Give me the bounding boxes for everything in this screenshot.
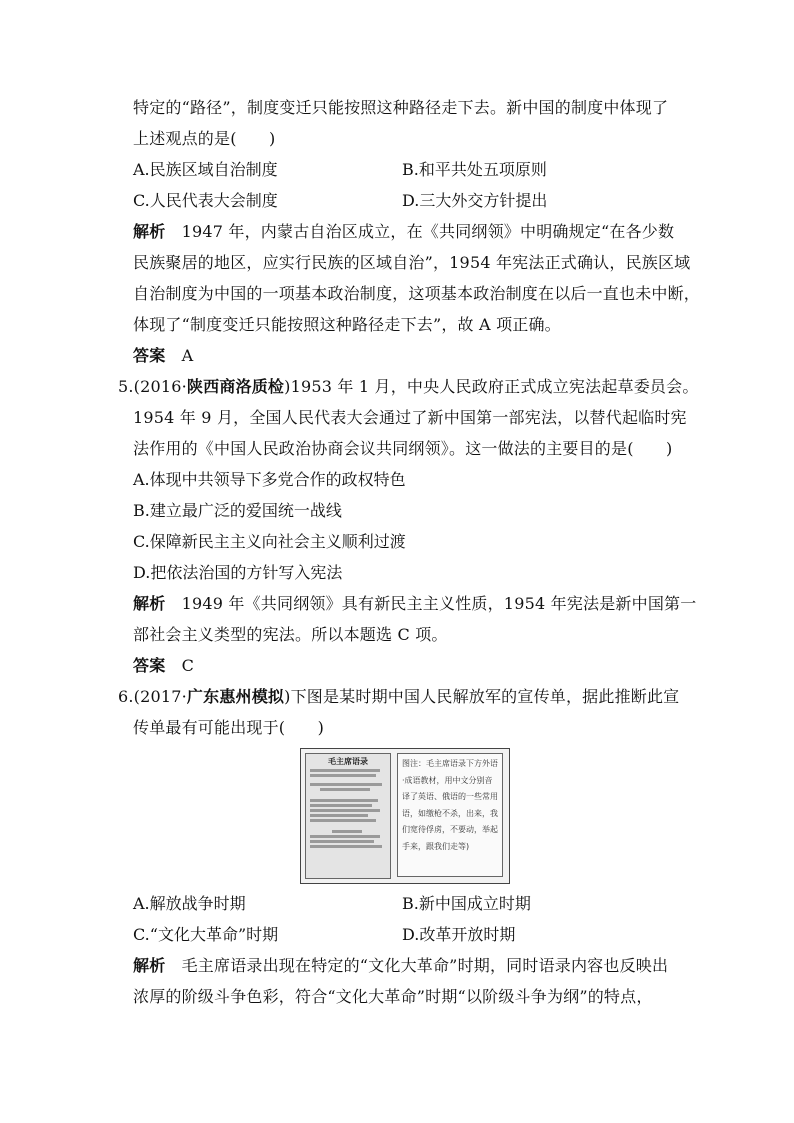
leaflet-title: 毛主席语录 — [328, 757, 368, 766]
q5-answer-value: C — [165, 656, 195, 675]
leaflet-text-line — [310, 819, 376, 822]
q6-option-a: A.解放战争时期 — [133, 894, 246, 913]
q4-analysis-line2: 民族聚居的地区，应实行民族的区域自治”，1954 年宪法正式确认，民族区域 — [133, 253, 691, 272]
q6-stem-line2: 传单最有可能出现于( ) — [133, 718, 325, 737]
q4-stem-line1: 特定的“路径”，制度变迁只能按照这种路径走下去。新中国的制度中体现了 — [133, 98, 669, 117]
leaflet-text-line — [310, 809, 380, 812]
q4-analysis-line4: 体现了“制度变迁只能按照这种路径走下去”，故 A 项正确。 — [133, 315, 561, 334]
q5-source: 陕西商洛质检 — [186, 377, 285, 396]
q4-option-b: B.和平共处五项原则 — [402, 160, 547, 179]
q4-analysis-line3: 自治制度为中国的一项基本政治制度，这项基本政治制度在以后一直也未中断， — [133, 284, 701, 303]
q5-analysis-line1 — [133, 593, 696, 615]
leaflet-text-line — [310, 845, 382, 848]
q5-answer — [133, 655, 194, 677]
q6-analysis-line2: 浓厚的阶级斗争色彩，符合“文化大革命”时期“以阶级斗争为纲”的特点， — [133, 987, 653, 1006]
q6-analysis-label: 解析 — [133, 956, 166, 975]
q4-analysis-line1 — [133, 221, 674, 243]
q5-analysis-text1: 1949 年《共同纲领》具有新民主主义性质，1954 年宪法是新中国第一 — [165, 594, 697, 613]
q5-stem-line3: 法作用的《中国人民政治协商会议共同纲领》。这一做法的主要目的是( ) — [133, 439, 673, 458]
q5-analysis-label: 解析 — [133, 594, 166, 613]
leaflet-text-line — [310, 769, 380, 772]
q5-stem-line2: 1954 年 9 月，全国人民代表大会通过了新中国第一部宪法，以替代起临时宪 — [133, 408, 687, 427]
q4-analysis-text1: 1947 年，内蒙古自治区成立，在《共同纲领》中明确规定“在各少数 — [165, 222, 675, 241]
q5-number: 5.(2016· — [118, 377, 187, 396]
leaflet-text-line — [332, 830, 362, 833]
q6-analysis-line1 — [133, 955, 668, 977]
q5-stem-text: )1953 年 1 月，中央人民政府正式成立宪法起草委员会。 — [284, 377, 699, 396]
leaflet-text-line — [310, 814, 368, 817]
q4-answer-label: 答案 — [133, 346, 166, 365]
leaflet-text-line — [310, 799, 378, 802]
q4-stem-line2: 上述观点的是( ) — [133, 129, 276, 148]
leaflet-text-line — [310, 783, 382, 786]
leaflet-text-line — [310, 840, 374, 843]
q5-option-a: A.体现中共领导下多党合作的政权特色 — [133, 470, 406, 489]
q4-option-c: C.人民代表大会制度 — [133, 191, 278, 210]
leaflet-text-line — [310, 835, 380, 838]
q5-analysis-line2: 部社会主义类型的宪法。所以本题选 C 项。 — [133, 625, 448, 644]
propaganda-leaflet-image — [300, 748, 510, 884]
q6-option-d: D.改革开放时期 — [402, 925, 516, 944]
q6-option-b: B.新中国成立时期 — [402, 894, 531, 913]
q4-answer — [133, 345, 193, 367]
q5-option-d: D.把依法治国的方针写入宪法 — [133, 563, 343, 582]
q6-option-c: C.“文化大革命”时期 — [133, 925, 279, 944]
q4-analysis-label: 解析 — [133, 222, 166, 241]
q4-option-a: A.民族区域自治制度 — [133, 160, 278, 179]
q5-option-c: C.保障新民主主义向社会主义顺利过渡 — [133, 532, 406, 551]
q6-stem-text: )下图是某时期中国人民解放军的宣传单，据此推断此宣 — [284, 687, 680, 706]
leaflet-text-line — [310, 774, 376, 777]
q5-stem-line1 — [118, 376, 699, 398]
q4-option-d: D.三大外交方针提出 — [402, 191, 548, 210]
leaflet-scan — [305, 753, 391, 879]
q4-answer-value: A — [165, 346, 194, 365]
q5-answer-label: 答案 — [133, 656, 166, 675]
q6-source: 广东惠州模拟 — [186, 687, 285, 706]
q6-number: 6.(2017· — [118, 687, 187, 706]
leaflet-text-line — [310, 804, 372, 807]
q6-stem-line1 — [118, 686, 679, 708]
q5-option-b: B.建立最广泛的爱国统一战线 — [133, 501, 342, 520]
leaflet-text-line — [320, 788, 370, 791]
leaflet-caption: 图注：毛主席语录下方外语·成语教材，用中文分别音译了英语、俄语的一些常用语，如缴枪不杀，出来，我们宽待俘虏，不要动，举起手来，跟我们走等) — [397, 753, 503, 877]
q6-analysis-text1: 毛主席语录出现在特定的“文化大革命”时期，同时语录内容也反映出 — [165, 956, 669, 975]
